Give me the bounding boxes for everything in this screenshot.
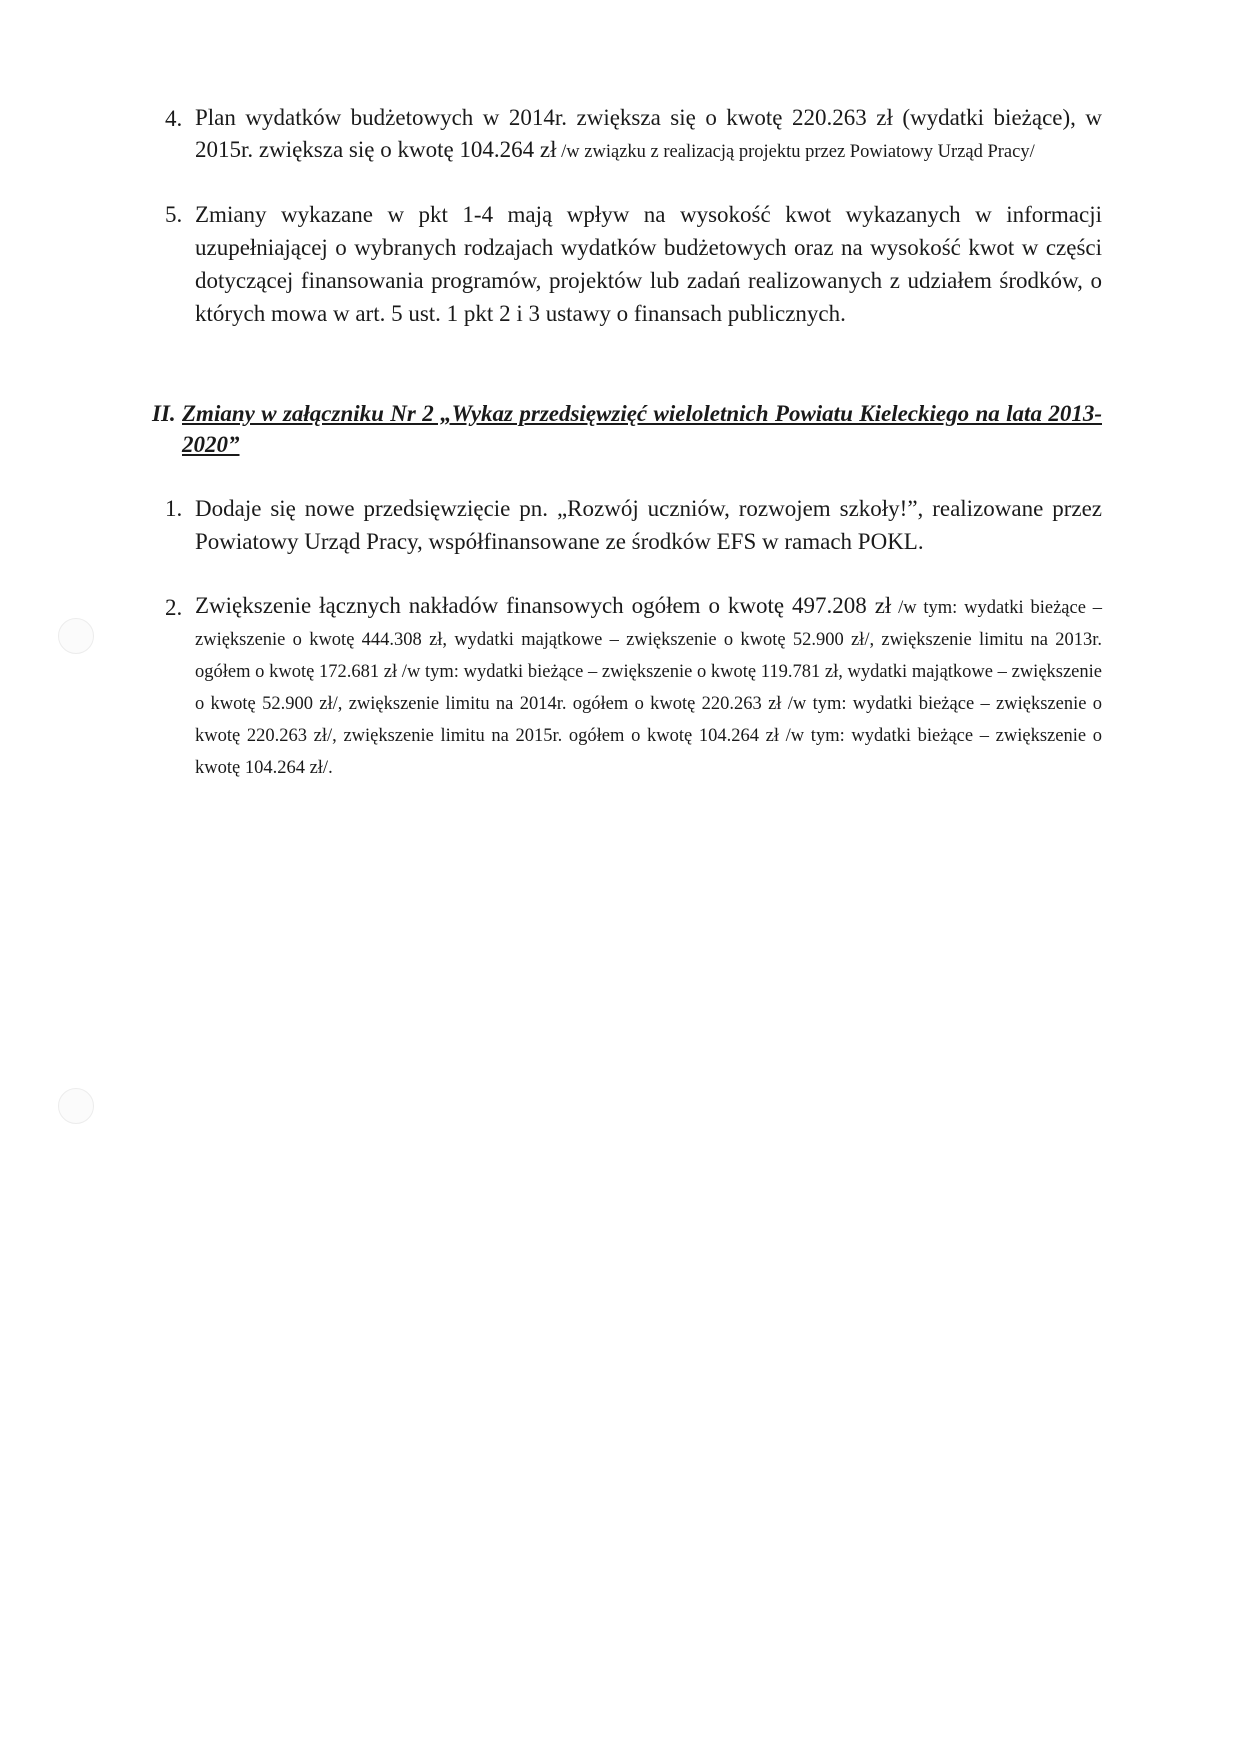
item-main-text: Plan wydatków budżetowych w 2014r. zwiększa się o kwotę 220.263 zł (wydatki bieżące), w 2015r. zwiększa się o kwotę 104.264 zł — [195, 105, 1102, 162]
punch-hole-mark — [58, 618, 94, 654]
item-main-text: Zwiększenie łącznych nakładów finansowych ogółem o kwotę 497.208 zł — [195, 593, 892, 618]
item-number: 4. — [165, 106, 183, 131]
list-item-4 — [165, 102, 1102, 168]
list-item-1 — [165, 492, 1102, 558]
item-number: 5. — [165, 202, 183, 227]
item-note-text: /w związku z realizacją projektu przez Powiatowy Urząd Pracy/ — [556, 142, 1035, 162]
item-note-text: /w tym: wydatki bieżące – zwiększenie o kwotę 444.308 zł, wydatki majątkowe – zwiększenie o kwotę 52.900 zł/, zwiększenie limitu na 2013r. ogółem o kwotę 172.681 zł /w tym: wydatki bieżące – zwiększenie o kwotę 119.781 zł, wydatki majątkowe – zwiększenie o kwotę 52.900 zł/, zwiększenie limitu na 2014r. ogółem o kwotę 220.263 zł /w tym: wydatki bieżące – zwiększenie o kwotę 220.263 zł/, zwiększenie limitu na 2015r. ogółem o kwotę 104.264 zł /w tym: wydatki bieżące – zwiększenie o kwotę 104.264 zł/. — [195, 598, 1102, 778]
item-text: Dodaje się nowe przedsięwzięcie pn. „Rozwój uczniów, rozwojem szkoły!”, realizowane przez Powiatowy Urząd Pracy, współfinansowane ze środków EFS w ramach POKL. — [195, 496, 1102, 554]
item-number: 2. — [165, 595, 183, 620]
item-text: Zmiany wykazane w pkt 1-4 mają wpływ na wysokość kwot wykazanych w informacji uzupełniającej o wybranych rodzajach wydatków budżetowych oraz na wysokość kwot w części dotyczącej finansowania programów, projektów lub zadań realizowanych z udziałem środków, o których mowa w art. 5 ust. 1 pkt 2 i 3 ustawy o finansach publicznych. — [195, 202, 1102, 326]
punch-hole-mark — [58, 1088, 94, 1124]
section-number: II. — [152, 401, 176, 426]
list-item-2 — [165, 591, 1102, 783]
item-text — [195, 102, 1102, 168]
section-title: Zmiany w załączniku Nr 2 „Wykaz przedsięwzięć wieloletnich Powiatu Kieleckiego na lata 2013-2020” — [182, 401, 1102, 457]
item-number: 1. — [165, 496, 183, 521]
list-item-5 — [165, 198, 1102, 330]
section-heading — [152, 398, 1102, 460]
item-text — [195, 591, 1102, 783]
